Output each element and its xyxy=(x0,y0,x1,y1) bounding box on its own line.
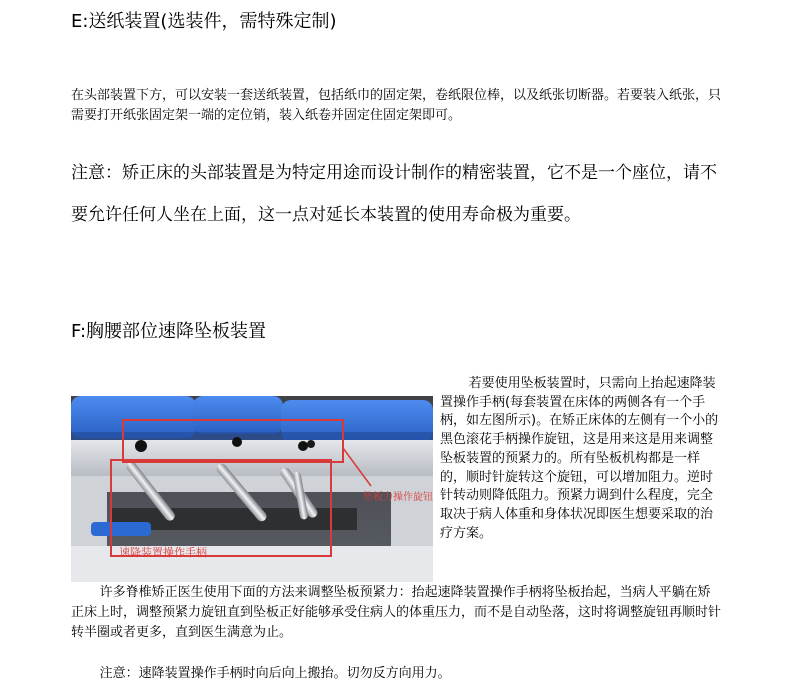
knob-caption: 坠板力操作旋钮 xyxy=(363,492,433,503)
section-f-heading: F:胸腰部位速降坠板装置 xyxy=(71,321,267,342)
handle-caption: 速降装置操作手柄 xyxy=(119,546,207,559)
section-f-bottom-text: 许多脊椎矫正医生使用下面的方法来调整坠板预紧力：抬起速降装置操作手柄将坠板抬起，当病人平躺在矫正床上时，调整预紧力旋钮直到坠板正好能够承受住病人的体重压力，而不是自动坠落，这时将调整旋钮再顺时针转半圈或者更多，直到医生满意为止。 xyxy=(71,585,722,640)
section-e-paragraph: 在头部装置下方，可以安装一套送纸装置，包括纸巾的固定架，卷纸限位棒，以及纸张切断器。若要装入纸张，只需要打开纸张固定架一端的定位销，装入纸卷并固定住固定架即可。 xyxy=(71,88,722,123)
section-e-note: 注意：矫正床的头部装置是为特定用途而设计制作的精密装置，它不是一个座位，请不要允许任何人坐在上面，这一点对延长本装置的使用寿命极为重要。 xyxy=(71,163,717,225)
section-f-note: 注意：速降装置操作手柄时向后向上搬抬。切勿反方向用力。 xyxy=(99,666,451,681)
drop-table-photo xyxy=(71,396,433,582)
section-f-side-text: 若要使用坠板装置时，只需向上抬起速降装置操作手柄(每套装置在床体的两侧各有一个手柄，如左图所示)。在矫正床体的左侧有一个小的黑色滚花手柄操作旋钮，这是用来这是用来调整坠板装置的预紧力的。所有坠板机构都是一样的，顺时针旋转这个旋钮，可以增加阻力。逆时针转动则降低阻力。预紧力调到什么程度，完全取决于病人体重和身体状况即医生想要采取的治疗方案。 xyxy=(440,376,719,541)
section-e-heading: E:送纸装置(选装件，需特殊定制) xyxy=(71,11,337,32)
